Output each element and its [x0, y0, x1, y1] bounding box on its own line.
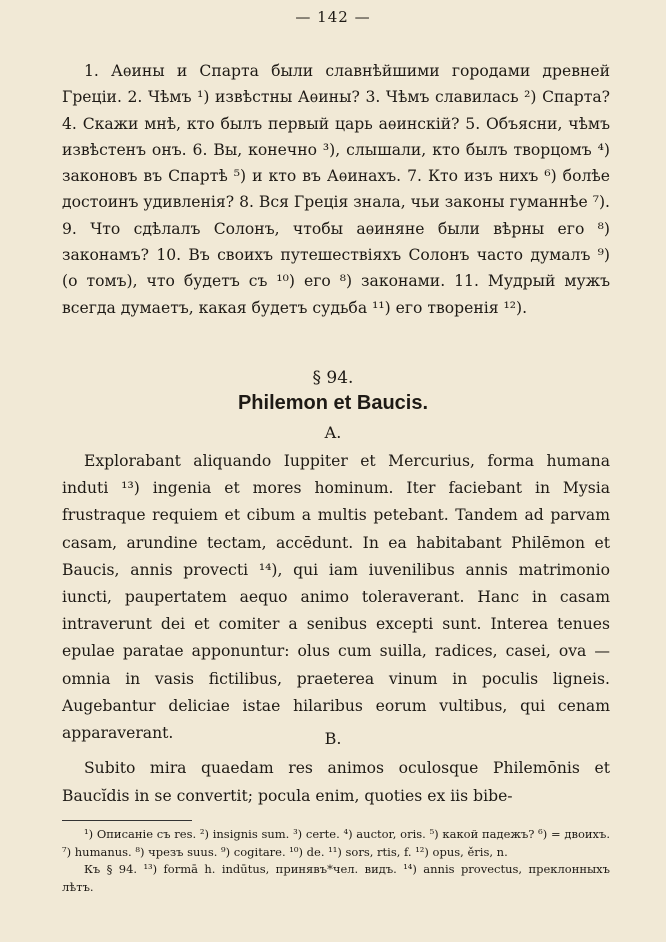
section-number: § 94.: [312, 368, 354, 388]
footnotes-line-2: Къ § 94. ¹³) formā h. indūtus, принявъ*чел. видъ. ¹⁴) annis provectus, преклонныхъ лѣтъ.: [62, 862, 610, 894]
footnote-rule: [62, 820, 192, 821]
page-number: — 142 —: [295, 8, 371, 26]
latin-text-b: Subito mira quaedam res animos oculosque Philemōnis et Baucĭdis in se convertit; pocula enim, quoties ex iis bibe-: [62, 759, 610, 805]
footnotes: [62, 826, 610, 896]
subsection-a: A.: [324, 423, 342, 442]
footnotes-line-1: ¹) Описаніе съ res. ²) insignis sum. ³) certe. ⁴) auctor, oris. ⁵) какой падежъ? ⁶) = двоихъ. ⁷) humanus. ⁸) чрезъ suus. ⁹) cogitare. ¹⁰) de. ¹¹) sors, rtis, f. ¹²) opus, ěris, n.: [62, 827, 610, 859]
subsection-b: B.: [324, 729, 342, 748]
latin-text-a: Explorabant aliquando Iuppiter et Mercurius, forma humana induti ¹³) ingenia et mores hominum. Iter faciebant in Mysia frustraque requiem et cibum a multis petebant. Tandem ad parvam casam, arundine tectam, accēdunt. In ea habitabant Philēmon et Baucis, annis provecti ¹⁴), qui iam iuvenilibus annis matrimonio iuncti, paupertatem aequo animo toleraverant. Hanc in casam intraverunt dei et comiter a senibus excepti sunt. Interea tenues epulae paratae apponuntur: olus cum suilla, radices, casei, ova — omnia in vasis fictilibus, praeterea vinum in poculis ligneis. Augebantur deliciae istae hilaribus eorum vultibus, qui cenam apparaverant.: [62, 452, 610, 743]
story-title: Philemon et Baucis.: [237, 392, 429, 414]
exercises-paragraph: 1. Аѳины и Спарта были славнѣйшими городами древней Греціи. 2. Чѣмъ ¹) извѣстны Аѳины? 3. Чѣмъ славилась ²) Спарта? 4. Скажи мнѣ, кто былъ первый царь аѳинскій? 5. Объясни, чѣмъ извѣстенъ онъ. 6. Вы, конечно ³), слышали, кто былъ творцомъ ⁴) законовъ въ Спартѣ ⁵) и кто въ Аѳинахъ. 7. Кто изъ нихъ ⁶) болѣе достоинъ удивленія? 8. Вся Греція знала, чьи законы гуманнѣе ⁷). 9. Что сдѣлалъ Солонъ, чтобы аѳиняне были вѣрны его ⁸) законамъ? 10. Въ своихъ путешествіяхъ Солонъ часто думалъ ⁹) (о томъ), что будетъ съ ¹⁰) его ⁸) законами. 11. Мудрый мужъ всегда думаетъ, какая будетъ судьба ¹¹) его творенія ¹²).: [62, 62, 610, 317]
